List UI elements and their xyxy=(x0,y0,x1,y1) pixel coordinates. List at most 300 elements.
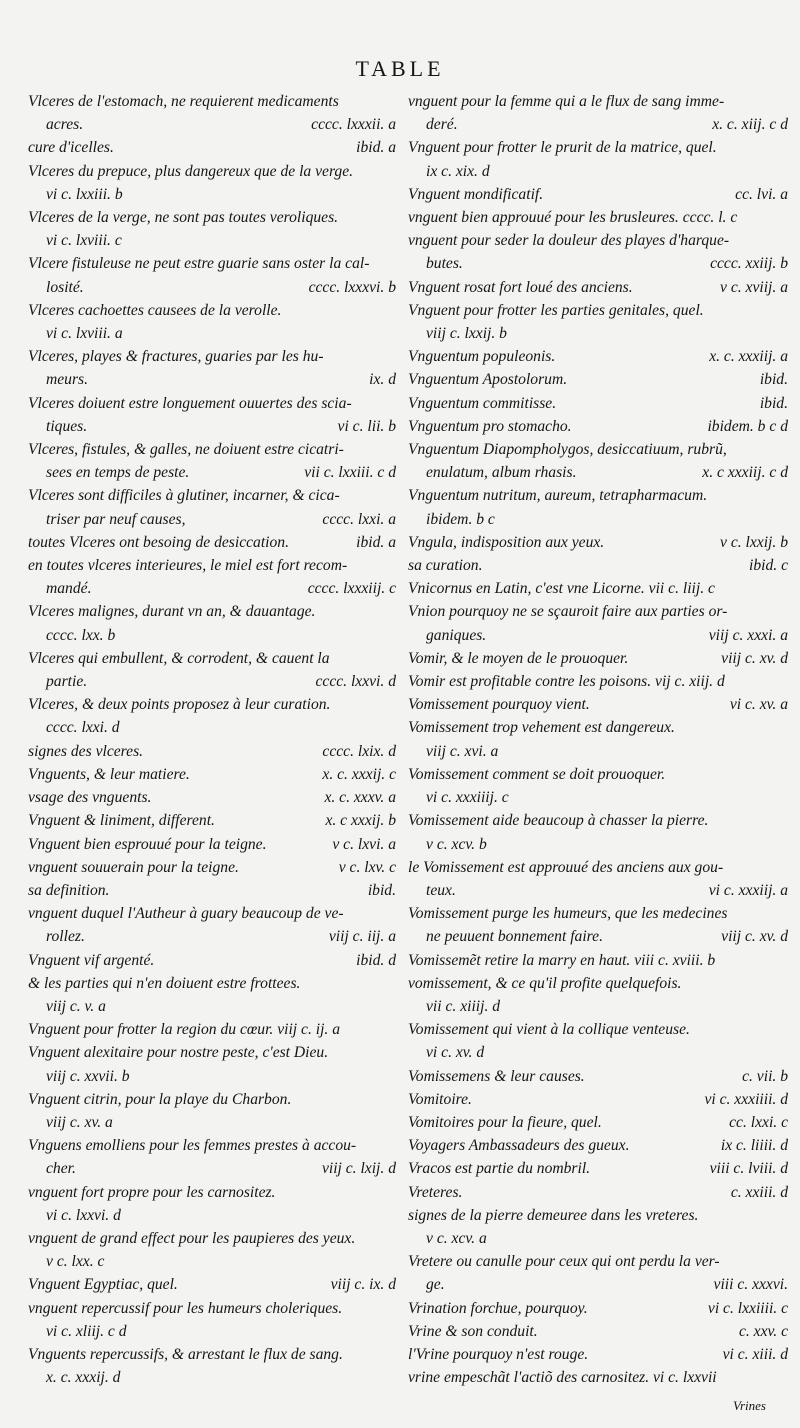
entry-text: Vnguens emolliens pour les femmes prestes à accou- xyxy=(28,1137,357,1155)
index-entry xyxy=(408,670,788,693)
entry-line xyxy=(28,1250,396,1273)
index-entry xyxy=(28,1134,396,1180)
entry-text: Vomitoire. xyxy=(408,1090,472,1108)
index-entry xyxy=(28,856,396,879)
right-column xyxy=(408,90,788,1389)
entry-reference xyxy=(388,554,396,577)
entry-reference xyxy=(780,995,788,1018)
entry-reference xyxy=(388,716,396,739)
index-entry xyxy=(408,693,788,716)
index-entry xyxy=(28,740,396,763)
entry-reference: c. xxiii. d xyxy=(730,1183,788,1201)
entry-reference xyxy=(388,1181,396,1204)
index-entry xyxy=(28,763,396,786)
entry-reference xyxy=(780,856,788,879)
entry-line xyxy=(408,183,788,206)
entry-text: Vnguent vif argenté. xyxy=(28,951,155,969)
entry-line xyxy=(28,90,396,113)
entry-line xyxy=(408,113,788,136)
entry-text: en toutes vlceres interieures, le miel est fort recom- xyxy=(28,557,348,575)
entry-line xyxy=(408,252,788,275)
entry-reference xyxy=(388,1227,396,1250)
entry-reference: viij c. iij. a xyxy=(328,928,396,946)
entry-reference xyxy=(388,160,396,183)
entry-reference: ibid. a xyxy=(356,139,396,157)
index-entry xyxy=(408,763,788,809)
entry-reference xyxy=(780,786,788,809)
entry-reference xyxy=(388,206,396,229)
entry-line xyxy=(408,1134,788,1157)
entry-reference xyxy=(388,995,396,1018)
entry-line xyxy=(408,508,788,531)
index-entry xyxy=(408,1111,788,1134)
entry-text: Vlceres de la verge, ne sont pas toutes veroliques. xyxy=(28,209,339,227)
index-entry xyxy=(28,1181,396,1227)
entry-line xyxy=(408,833,788,856)
index-entry xyxy=(408,183,788,206)
index-entry xyxy=(408,206,788,229)
entry-reference xyxy=(388,600,396,623)
entry-text: Vnguent bien esprouué pour la teigne. xyxy=(28,835,267,853)
index-entry xyxy=(408,1343,788,1366)
index-entry xyxy=(408,368,788,391)
entry-line xyxy=(408,856,788,879)
index-entry xyxy=(408,949,788,972)
entry-text: cher. xyxy=(46,1160,76,1178)
entry-line xyxy=(408,1088,788,1111)
entry-line xyxy=(408,716,788,739)
entry-reference xyxy=(388,345,396,368)
index-entry xyxy=(408,299,788,345)
index-entry xyxy=(408,856,788,902)
entry-reference: cccc. lxxxii. a xyxy=(311,116,396,134)
entry-text: Vomissement aide beaucoup à chasser la pierre. xyxy=(408,812,709,830)
index-entry xyxy=(28,879,396,902)
entry-text: Vnguent pour frotter les parties genitales, quel. xyxy=(408,301,704,319)
index-entry xyxy=(408,1157,788,1180)
entry-reference: v c. lxvi. a xyxy=(332,835,396,853)
entry-text: ne peuuent bonnement faire. xyxy=(426,928,603,946)
entry-reference xyxy=(388,1343,396,1366)
entry-text: losité. xyxy=(46,278,84,296)
entry-text: vii c. xiiij. d xyxy=(426,997,501,1015)
entry-text: triser par neuf causes, xyxy=(46,510,186,528)
entry-reference xyxy=(388,1204,396,1227)
entry-reference: cccc. lxxvi. d xyxy=(315,673,396,691)
entry-text: vnguent pour seder la douleur des playes d'harque- xyxy=(408,232,730,250)
entry-reference: x. c xxxij. b xyxy=(325,812,396,830)
entry-text: signes de la pierre demeuree dans les vreteres. xyxy=(408,1206,699,1224)
index-entry xyxy=(408,392,788,415)
entry-text: Vomissement qui vient à la collique venteuse. xyxy=(408,1021,690,1039)
entry-text: l'Vrine pourquoy n'est rouge. xyxy=(408,1345,589,1363)
entry-reference: cccc. lxix. d xyxy=(322,742,396,760)
entry-line xyxy=(408,809,788,832)
entry-text: vrine empeschãt l'actiõ des carnositez. vi c. lxxvii xyxy=(408,1369,717,1387)
entry-line xyxy=(28,229,396,252)
entry-line xyxy=(28,1041,396,1064)
entry-line xyxy=(28,1134,396,1157)
entry-line xyxy=(408,1320,788,1343)
entry-reference: cccc. lxxxvi. b xyxy=(308,278,396,296)
entry-text: signes des vlceres. xyxy=(28,742,144,760)
entry-text: Vnguent pour frotter le prurit de la matrice, quel. xyxy=(408,139,717,157)
entry-line xyxy=(408,1111,788,1134)
entry-line xyxy=(28,856,396,879)
entry-text: vi c. lxxiii. b xyxy=(46,185,123,203)
entry-line xyxy=(408,972,788,995)
index-entry xyxy=(28,438,396,484)
entry-reference xyxy=(780,670,788,693)
entry-line xyxy=(408,925,788,948)
entry-line xyxy=(28,183,396,206)
entry-line xyxy=(408,531,788,554)
entry-line xyxy=(408,763,788,786)
index-entry xyxy=(28,1227,396,1273)
index-entry xyxy=(28,299,396,345)
entry-text: Vnguentum commitisse. xyxy=(408,394,557,412)
entry-reference: c. vii. b xyxy=(742,1067,788,1085)
entry-line xyxy=(408,392,788,415)
entry-reference xyxy=(780,740,788,763)
entry-text: vnguent pour la femme qui a le flux de sang imme- xyxy=(408,93,725,110)
entry-text: viij c. xxvii. b xyxy=(46,1067,130,1085)
entry-text: Vlceres, & deux points proposez à leur curation. xyxy=(28,696,331,714)
entry-text: viij c. lxxij. b xyxy=(426,325,507,343)
entry-line xyxy=(408,160,788,183)
entry-text: Vrination forchue, pourquoy. xyxy=(408,1299,588,1317)
entry-text: deré. xyxy=(426,116,458,134)
entry-text: Vomissemẽt retire la marry en haut. viii c. xviii. b xyxy=(408,951,716,969)
entry-reference xyxy=(780,229,788,252)
entry-reference: vi c. xxxiij. a xyxy=(708,881,788,899)
entry-line xyxy=(28,461,396,484)
entry-text: vsage des vnguents. xyxy=(28,789,152,807)
entry-reference: viij c. ix. d xyxy=(330,1276,396,1294)
entry-text: vnguent de grand effect pour les paupieres des yeux. xyxy=(28,1229,356,1247)
entry-line xyxy=(28,949,396,972)
entry-line xyxy=(28,508,396,531)
entry-line xyxy=(408,322,788,345)
entry-line xyxy=(28,1157,396,1180)
index-entry xyxy=(408,438,788,484)
entry-line xyxy=(28,1204,396,1227)
entry-line xyxy=(28,276,396,299)
entry-text: Vrine & son conduit. xyxy=(408,1322,538,1340)
entry-line xyxy=(28,438,396,461)
entry-line xyxy=(408,786,788,809)
entry-text: Vracos est partie du nombril. xyxy=(408,1160,591,1178)
entry-reference: viij c. xxxi. a xyxy=(708,626,788,644)
entry-reference xyxy=(388,1018,396,1041)
entry-text: Vlceres malignes, durant vn an, & dauantage. xyxy=(28,603,316,621)
entry-reference xyxy=(780,1366,788,1389)
entry-reference: vi c. xxxiiii. d xyxy=(704,1090,788,1108)
entry-line xyxy=(28,368,396,391)
entry-line xyxy=(28,925,396,948)
index-entry xyxy=(28,206,396,252)
entry-text: Vlceres doiuent estre longuement ouuertes des scia- xyxy=(28,394,352,412)
index-entry xyxy=(28,647,396,693)
entry-line xyxy=(28,1065,396,1088)
entry-text: Vnguent & liniment, different. xyxy=(28,812,215,830)
index-entry xyxy=(28,1343,396,1389)
index-entry xyxy=(408,345,788,368)
entry-reference xyxy=(780,1250,788,1273)
entry-line xyxy=(28,322,396,345)
entry-line xyxy=(408,90,788,113)
entry-line xyxy=(28,345,396,368)
entry-reference: viij c. xv. d xyxy=(721,649,788,667)
index-entry xyxy=(28,1018,396,1041)
entry-line xyxy=(408,1041,788,1064)
index-entry xyxy=(408,1320,788,1343)
entry-reference: vi c. xv. a xyxy=(729,696,788,714)
entry-reference: ibid. xyxy=(367,881,396,899)
index-entry xyxy=(28,484,396,530)
entry-text: vomissement, & ce qu'il profite quelquefois. xyxy=(408,974,682,992)
entry-text: viij c. v. a xyxy=(46,997,106,1015)
entry-reference xyxy=(780,716,788,739)
entry-text: Vomitoires pour la fieure, quel. xyxy=(408,1113,602,1131)
entry-reference: viij c. lxij. d xyxy=(321,1160,396,1178)
index-entry xyxy=(28,160,396,206)
entry-line xyxy=(28,809,396,832)
index-entry xyxy=(28,90,396,136)
entry-reference: viii c. xxxvi. xyxy=(713,1276,788,1294)
entry-reference xyxy=(388,1320,396,1343)
entry-text: Vlceres sont difficiles à glutiner, incarner, & cica- xyxy=(28,487,340,505)
entry-line xyxy=(408,1250,788,1273)
entry-text: Vnguent mondificatif. xyxy=(408,185,544,203)
index-entry xyxy=(28,1297,396,1343)
entry-reference: ix c. liiii. d xyxy=(720,1137,788,1155)
entry-line xyxy=(408,577,788,600)
entry-reference xyxy=(388,90,396,113)
entry-text: Vngula, indisposition aux yeux. xyxy=(408,533,605,551)
entry-reference xyxy=(780,136,788,159)
entry-reference xyxy=(388,299,396,322)
entry-line xyxy=(28,786,396,809)
entry-reference xyxy=(780,600,788,623)
entry-text: partie. xyxy=(46,673,88,691)
entry-reference: ibid. a xyxy=(356,533,396,551)
entry-line xyxy=(28,484,396,507)
entry-line xyxy=(28,206,396,229)
entry-text: Vnguent Egyptiac, quel. xyxy=(28,1276,178,1294)
index-entry xyxy=(28,1088,396,1134)
entry-reference: cccc. xxiij. b xyxy=(710,255,788,273)
index-entry xyxy=(408,972,788,1018)
entry-line xyxy=(408,740,788,763)
entry-text: Vomissement trop vehement est dangereux. xyxy=(408,719,675,737)
entry-line xyxy=(408,1297,788,1320)
entry-text: sa curation. xyxy=(408,557,483,575)
entry-text: vi c. xxxiiij. c xyxy=(426,789,509,807)
entry-text: Vomissement comment se doit prouoquer. xyxy=(408,765,666,783)
entry-line xyxy=(28,136,396,159)
entry-text: Vlceres de l'estomach, ne requierent medicaments xyxy=(28,93,339,110)
entry-line xyxy=(408,1273,788,1296)
entry-text: v c. lxx. c xyxy=(46,1253,105,1271)
entry-line xyxy=(28,1297,396,1320)
entry-reference xyxy=(388,322,396,345)
entry-reference xyxy=(780,438,788,461)
entry-text: teux. xyxy=(426,881,456,899)
entry-reference: x. c. xxxiij. a xyxy=(709,348,788,366)
entry-line xyxy=(28,577,396,600)
entry-text: Vnguent citrin, pour la playe du Charbon. xyxy=(28,1090,292,1108)
entry-text: vi c. lxviii. c xyxy=(46,232,122,250)
entry-line xyxy=(28,995,396,1018)
entry-reference xyxy=(780,1041,788,1064)
entry-line xyxy=(408,1018,788,1041)
entry-text: Vnguent rosat fort loué des anciens. xyxy=(408,278,633,296)
entry-line xyxy=(28,299,396,322)
entry-reference xyxy=(780,206,788,229)
entry-text: vnguent fort propre pour les carnositez. xyxy=(28,1183,276,1201)
entry-reference xyxy=(780,1204,788,1227)
entry-text: vnguent duquel l'Autheur à guary beaucoup de ve- xyxy=(28,905,344,923)
entry-text: sa definition. xyxy=(28,881,110,899)
entry-line xyxy=(28,1088,396,1111)
entry-text: ix c. xix. d xyxy=(426,162,490,180)
entry-reference: cc. lxxi. c xyxy=(729,1113,788,1131)
index-entry xyxy=(28,252,396,298)
entry-text: vi c. xliij. c d xyxy=(46,1322,127,1340)
index-entry xyxy=(28,693,396,739)
entry-text: & les parties qui n'en doiuent estre frottees. xyxy=(28,974,301,992)
entry-line xyxy=(28,693,396,716)
entry-line xyxy=(408,1343,788,1366)
entry-reference xyxy=(388,902,396,925)
entry-text: Vlceres, playes & fractures, guaries par les hu- xyxy=(28,348,324,366)
entry-line xyxy=(28,1366,396,1389)
entry-reference xyxy=(780,902,788,925)
entry-reference xyxy=(780,322,788,345)
entry-line xyxy=(28,763,396,786)
entry-text: cure d'icelles. xyxy=(28,139,114,157)
index-entry xyxy=(28,809,396,832)
entry-text: Vretere ou canulle pour ceux qui ont perdu la ver- xyxy=(408,1253,720,1271)
index-entry xyxy=(28,902,396,948)
entry-reference: cccc. lxxxiij. c xyxy=(307,580,396,598)
index-entry xyxy=(408,1134,788,1157)
entry-text: Vlcere fistuleuse ne peut estre guarie sans oster la cal- xyxy=(28,255,370,273)
index-entry xyxy=(28,136,396,159)
entry-reference xyxy=(780,299,788,322)
entry-reference xyxy=(780,508,788,531)
entry-text: toutes Vlceres ont besoing de desiccation. xyxy=(28,533,289,551)
entry-line xyxy=(28,1111,396,1134)
entry-reference: vi c. lii. b xyxy=(337,417,396,435)
entry-reference: x. c xxxiij. c d xyxy=(702,464,788,482)
entry-line xyxy=(28,624,396,647)
entry-line xyxy=(408,693,788,716)
index-entry xyxy=(408,1297,788,1320)
entry-reference xyxy=(388,438,396,461)
entry-text: Vomissement pourquoy vient. xyxy=(408,696,590,714)
entry-text: Vnguentum pro stomacho. xyxy=(408,417,572,435)
entry-text: Vomissemens & leur causes. xyxy=(408,1067,585,1085)
entry-text: Vnguent alexitaire pour nostre peste, c'est Dieu. xyxy=(28,1044,329,1062)
entry-line xyxy=(408,879,788,902)
entry-line xyxy=(28,600,396,623)
entry-line xyxy=(408,1181,788,1204)
entry-line xyxy=(408,1227,788,1250)
entry-line xyxy=(408,461,788,484)
entry-text: Vreteres. xyxy=(408,1183,463,1201)
entry-reference: vii c. lxxiii. c d xyxy=(304,464,396,482)
entry-line xyxy=(28,879,396,902)
entry-text: Vnguentum Diapompholygos, desiccatiuum, rubrũ, xyxy=(408,441,727,459)
index-entry xyxy=(28,833,396,856)
index-entry xyxy=(408,1250,788,1296)
entry-reference xyxy=(388,1134,396,1157)
entry-reference xyxy=(388,1297,396,1320)
entry-text: Vnicornus en Latin, c'est vne Licorne. vii c. liij. c xyxy=(408,580,715,598)
entry-text: sees en temps de peste. xyxy=(46,464,190,482)
entry-text: enulatum, album rhasis. xyxy=(426,464,577,482)
entry-reference: viii c. lviii. d xyxy=(709,1160,788,1178)
entry-reference xyxy=(388,1065,396,1088)
entry-text: Vnion pourquoy ne se sçauroit faire aux parties or- xyxy=(408,603,728,621)
entry-reference: ix. d xyxy=(369,371,396,389)
entry-reference xyxy=(780,1018,788,1041)
index-entry xyxy=(28,600,396,646)
entry-line xyxy=(408,276,788,299)
entry-reference: ibid. c xyxy=(749,557,788,575)
entry-line xyxy=(28,833,396,856)
entry-line xyxy=(28,1320,396,1343)
left-column xyxy=(28,90,396,1389)
entry-line xyxy=(28,554,396,577)
index-entry xyxy=(408,136,788,182)
entry-reference: cccc. lxxi. a xyxy=(322,510,396,528)
entry-text: Voyagers Ambassadeurs des gueux. xyxy=(408,1137,630,1155)
entry-line xyxy=(408,229,788,252)
entry-line xyxy=(408,438,788,461)
entry-text: Vnguents repercussifs, & arrestant le flux de sang. xyxy=(28,1345,343,1363)
entry-reference: ibidem. b c d xyxy=(707,417,788,435)
index-entry xyxy=(28,1273,396,1296)
entry-text: acres. xyxy=(46,116,84,134)
entry-line xyxy=(28,716,396,739)
entry-reference xyxy=(388,484,396,507)
entry-text: butes. xyxy=(426,255,463,273)
entry-reference xyxy=(780,577,788,600)
entry-reference xyxy=(388,693,396,716)
entry-reference xyxy=(780,972,788,995)
entry-reference: cc. lvi. a xyxy=(735,185,788,203)
index-entry xyxy=(408,902,788,948)
index-entry xyxy=(408,90,788,136)
entry-reference xyxy=(780,90,788,113)
entry-line xyxy=(408,670,788,693)
entry-line xyxy=(28,1343,396,1366)
entry-line xyxy=(408,136,788,159)
entry-reference xyxy=(388,972,396,995)
index-entry xyxy=(408,809,788,855)
entry-text: Vlceres cachoettes causees de la verolle. xyxy=(28,301,282,319)
entry-text: viij c. xvi. a xyxy=(426,742,499,760)
entry-line xyxy=(28,647,396,670)
entry-line xyxy=(408,600,788,623)
entry-text: le Vomissement est approuué des anciens aux gou- xyxy=(408,858,724,876)
entry-text: Vlceres, fistules, & galles, ne doiuent estre cicatri- xyxy=(28,441,344,459)
entry-line xyxy=(408,299,788,322)
index-entry xyxy=(408,554,788,577)
